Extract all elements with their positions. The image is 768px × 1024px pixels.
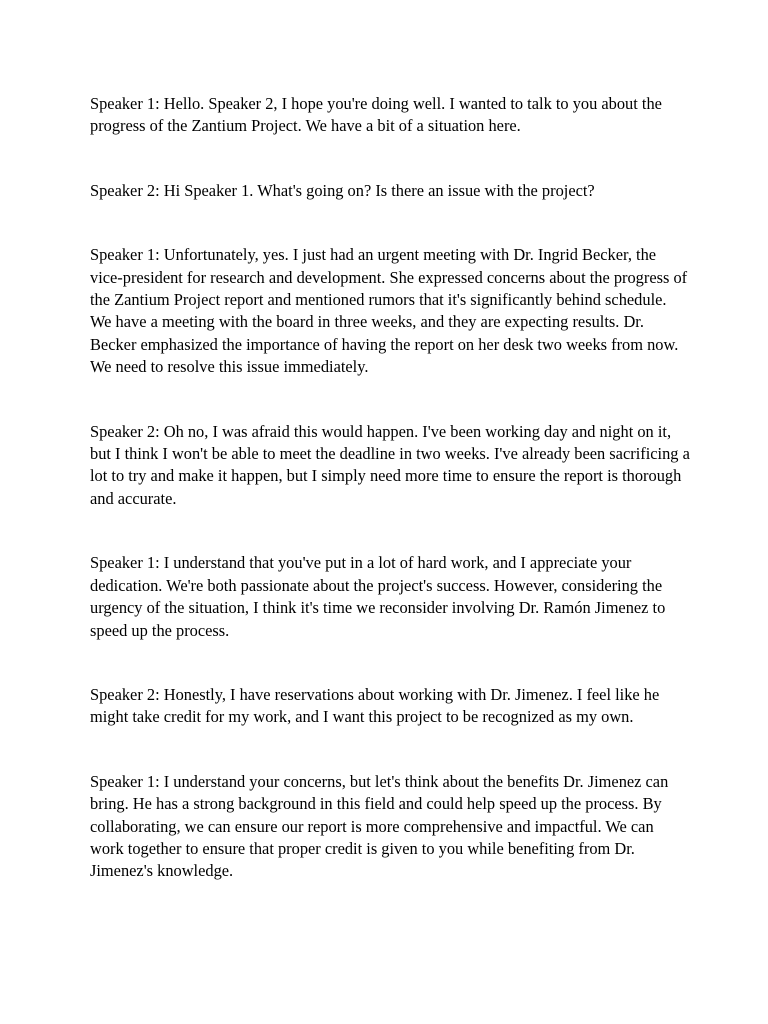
dialogue-paragraph: Speaker 2: Oh no, I was afraid this would happen. I've been working day and night on it, but I think I won't be able to meet the deadline in two weeks. I've already been sacrificing a lot to try and make it happen, but I simply need more time to ensure the report is thorough and accurate. <box>90 421 690 508</box>
dialogue-paragraph: Speaker 1: I understand your concerns, but let's think about the benefits Dr. Jimenez can bring. He has a strong background in this field and could help speed up the process. By collaborating, we can ensure our report is more comprehensive and impactful. We can work together to ensure that proper credit is given to you while benefiting from Dr. Jimenez's knowledge. <box>90 771 669 881</box>
dialogue-paragraph: Speaker 2: Hi Speaker 1. What's going on? Is there an issue with the project? <box>90 180 595 200</box>
dialogue-paragraph: Speaker 1: I understand that you've put in a lot of hard work, and I appreciate your dedication. We're both passionate about the project's success. However, considering the urgency of the situation, I think it's time we reconsider involving Dr. Ramón Jimenez to speed up the process. <box>90 553 666 640</box>
document-body <box>90 93 690 883</box>
dialogue-paragraph: Speaker 2: Honestly, I have reservations about working with Dr. Jimenez. I feel like he might take credit for my work, and I want this project to be recognized as my own. <box>90 684 660 727</box>
dialogue-paragraph: Speaker 1: Unfortunately, yes. I just had an urgent meeting with Dr. Ingrid Becker, the vice-president for research and development. She expressed concerns about the progress of the Zantium Project report and mentioned rumors that it's significantly behind schedule. We have a meeting with the board in three weeks, and they are expecting results. Dr. Becker emphasized the importance of having the report on her desk two weeks from now. We need to resolve this issue immediately. <box>90 245 688 377</box>
dialogue-paragraph: Speaker 1: Hello. Speaker 2, I hope you're doing well. I wanted to talk to you about the progress of the Zantium Project. We have a bit of a situation here. <box>90 94 662 136</box>
